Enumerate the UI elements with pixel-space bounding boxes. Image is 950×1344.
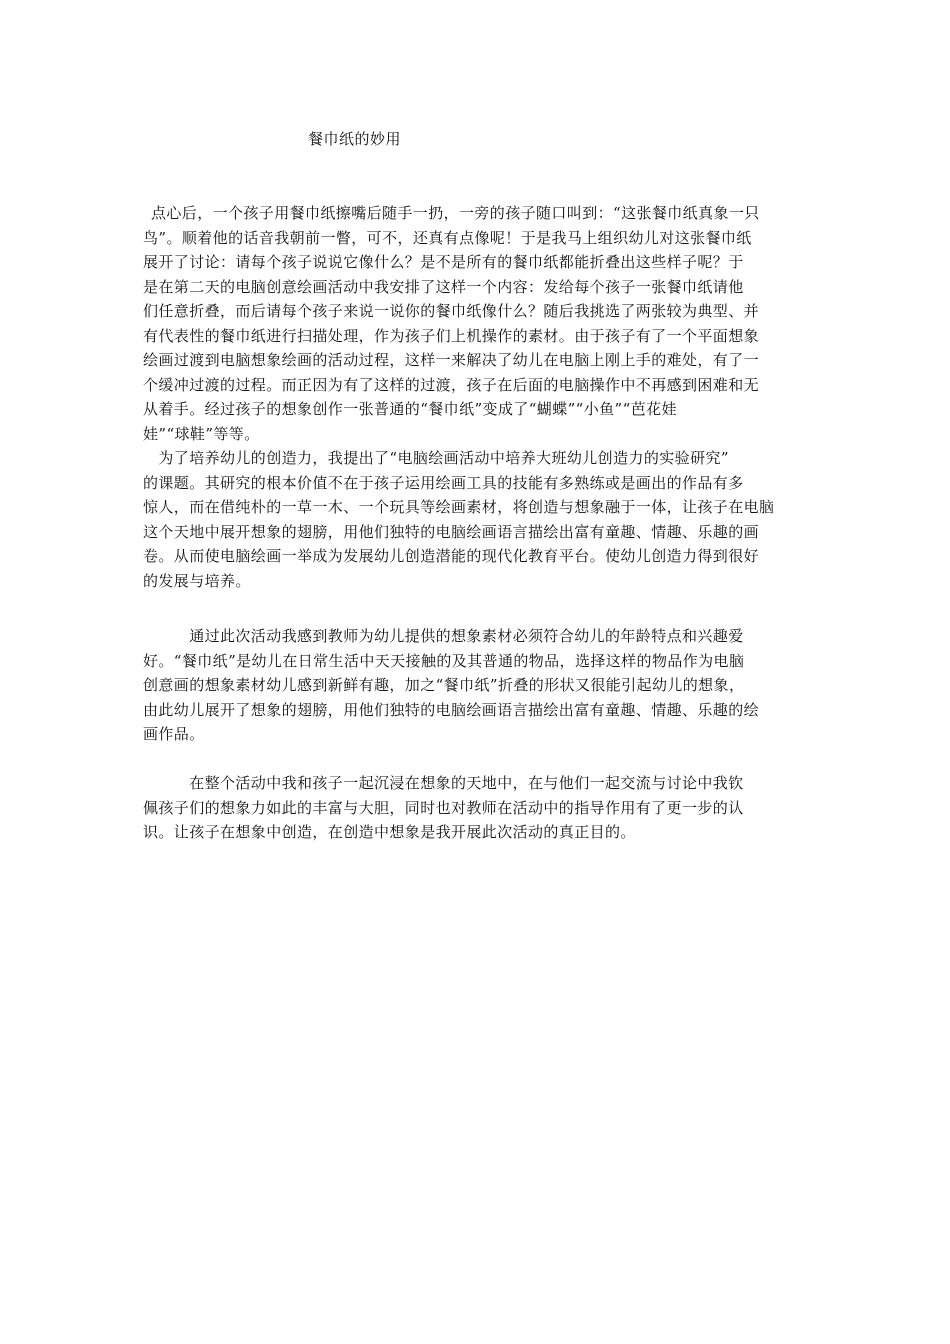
paragraph-2 [143, 446, 808, 593]
paragraph-3 [143, 624, 808, 747]
paragraph-line: 从着手。经过孩子的想象创作一张普通的“餐巾纸”变成了“蝴蝶”“小鱼”“芭花娃 [143, 400, 677, 418]
paragraph-line: 是在第二天的电脑创意绘画活动中我安排了这样一个内容：发给每个孩子一张餐巾纸请他 [143, 277, 744, 296]
paragraph-line: 绘画过渡到电脑想象绘画的活动过程，这样一来解决了幼儿在电脑上刚上手的难处，有了一 [143, 351, 760, 369]
paragraph-line: 惊人，而在借纯朴的一草一木、一个玩具等绘画素材，将创造与想象融于一体，让孩子在电脑 [143, 498, 775, 516]
paragraph-line: 这个天地中展开想象的翅膀，用他们独特的电脑绘画语言描绘出富有童趣、情趣、乐趣的画 [143, 522, 760, 541]
paragraph-line: 创意画的想象素材幼儿感到新鲜有趣，加之“餐巾纸”折叠的形状又很能引起幼儿的想象， [143, 676, 745, 694]
paragraph-line: 好。“餐巾纸”是幼儿在日常生活中天天接触的及其普通的物品，选择这样的物品作为电脑 [143, 651, 745, 670]
paragraph-line: 识。让孩子在想象中创造，在创造中想象是我开展此次活动的真正目的。 [143, 823, 636, 841]
paragraph-4 [143, 771, 808, 845]
document-title: 餐巾纸的妙用 [308, 130, 402, 148]
paragraph-line: 通过此次活动我感到教师为幼儿提供的想象素材必须符合幼儿的年龄特点和兴趣爱 [143, 627, 744, 645]
paragraph-line: 为了培养幼儿的创造力，我提出了“电脑绘画活动中培养大班幼儿创造力的实验研究” [143, 449, 729, 467]
paragraph-line: 在整个活动中我和孩子一起沉浸在想象的天地中，在与他们一起交流与讨论中我钦 [143, 774, 744, 792]
paragraph-line: 娃”“球鞋”等等。 [143, 424, 260, 443]
paragraph-line: 个缓冲过渡的过程。而正因为有了这样的过渡，孩子在后面的电脑操作中不再感到困难和无 [143, 375, 760, 394]
paragraph-line: 画作品。 [143, 725, 205, 743]
paragraph-line: 佩孩子们的想象力如此的丰富与大胆，同时也对教师在活动中的指导作用有了更一步的认 [143, 798, 744, 817]
paragraph-line: 鸟”。顺着他的话音我朝前一瞥，可不，还真有点像呢！于是我马上组织幼儿对这张餐巾纸 [143, 228, 752, 247]
paragraph-line: 的发展与培养。 [143, 571, 251, 590]
paragraph-line: 展开了讨论：请每个孩子说说它像什么？是不是所有的餐巾纸都能折叠出这些样子呢？于 [143, 253, 744, 271]
paragraph-1 [143, 201, 808, 446]
paragraph-line: 有代表性的餐巾纸进行扫描处理，作为孩子们上机操作的素材。由于孩子有了一个平面想象 [143, 326, 760, 345]
paragraph-line: 卷。从而使电脑绘画一举成为发展幼儿创造潜能的现代化教育平台。使幼儿创造力得到很好 [143, 547, 760, 565]
paragraph-line: 点心后，一个孩子用餐巾纸擦嘴后随手一扔，一旁的孩子随口叫到：“这张餐巾纸真象一只 [151, 204, 760, 222]
paragraph-line: 由此幼儿展开了想象的翅膀，用他们独特的电脑绘画语言描绘出富有童趣、情趣、乐趣的绘 [143, 700, 760, 719]
paragraph-line: 的课题。其研究的根本价值不在于孩子运用绘画工具的技能有多熟练或是画出的作品有多 [143, 473, 744, 492]
paragraph-line: 们任意折叠，而后请每个孩子来说一说你的餐巾纸像什么？随后我挑选了两张较为典型、并 [143, 302, 760, 320]
